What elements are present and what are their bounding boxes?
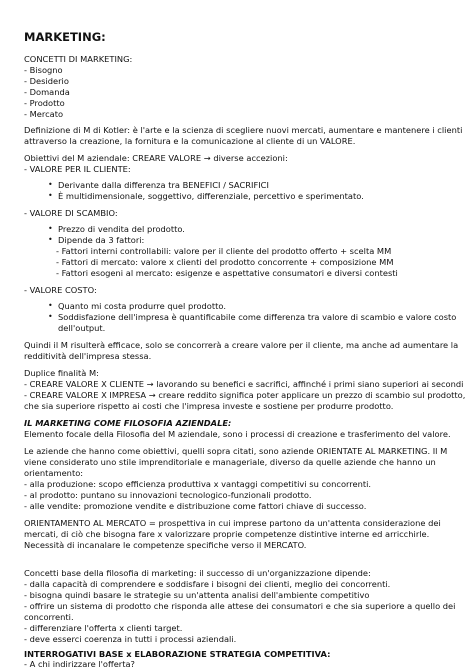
text-line: CONCETTI DI MARKETING: — [24, 54, 133, 64]
text-line: - Bisogno — [24, 65, 63, 75]
text-line: - alla produzione: scopo efficienza produttiva x vantaggi competitivi su concorrenti. — [24, 479, 372, 489]
text-line: Concetti base della filosofia di marketing: il successo di un'organizzazione dipende: — [24, 568, 371, 578]
text-line: - VALORE COSTO: — [24, 285, 97, 295]
text-line: Le aziende che hanno come obiettivi, quelli sopra citati, sono aziende ORIENTATE AL MARKETING. Il M — [24, 446, 448, 456]
text-line: Elemento focale della Filosofia del M aziendale, sono i processi di creazione e trasferimento del valore. — [24, 429, 451, 439]
text-line: - alle vendite: promozione vendite e distribuzione come fattori chiave di successo. — [24, 501, 367, 511]
bullet-text: Quanto mi costa produrre quel prodotto. — [58, 301, 226, 311]
bullet-text: Derivante dalla differenza tra BENEFICI / SACRIFICI — [58, 180, 269, 190]
text-line: mercati, di ciò che bisogna fare x valorizzare proprie competenze distintive interne ed arricchirle. — [24, 529, 430, 539]
text-line: - Domanda — [24, 87, 70, 97]
text-line: - bisogna quindi basare le strategie su un'attenta analisi dell'ambiente competitivo — [24, 590, 370, 600]
bullet-text: È multidimensionale, soggettivo, differenziale, percettivo e sperimentato. — [58, 191, 364, 201]
text-line: - Fattori interni controllabili: valore per il cliente del prodotto offerto + scelta MM — [56, 246, 392, 256]
text-line: - Desiderio — [24, 76, 69, 86]
bullet-icon: • — [48, 180, 53, 189]
bullet-text: Prezzo di vendita del prodotto. — [58, 224, 185, 234]
bullet-icon: • — [48, 224, 53, 233]
text-line: Obiettivi del M aziendale: CREARE VALORE → diverse accezioni: — [24, 153, 288, 163]
text-line: orientamento: — [24, 468, 84, 478]
bullet-text: Soddisfazione dell'impresa è quantificabile come differenza tra valore di scambio e valore costo — [58, 312, 457, 322]
text-line: - differenziare l'offerta x clienti target. — [24, 623, 183, 633]
section-heading: IL MARKETING COME FILOSOFIA AZIENDALE: — [24, 418, 232, 428]
text-line: redditività dell'impresa stessa. — [24, 351, 152, 361]
section-heading: INTERROGATIVI BASE x ELABORAZIONE STRATEGIA COMPETITIVA: — [24, 649, 331, 659]
bullet-icon: • — [48, 235, 53, 244]
text-line: - Mercato — [24, 109, 64, 119]
text-line: Necessità di incanalare le competenze specifiche verso il MERCATO. — [24, 540, 307, 550]
text-line: - dalla capacità di comprendere e soddisfare i bisogni dei clienti, meglio dei concorrenti. — [24, 579, 391, 589]
text-line: - offrire un sistema di prodotto che risponda alle attese dei consumatori e che sia superiore a quello dei — [24, 601, 456, 611]
text-line: concorrenti. — [24, 612, 74, 622]
text-line: - VALORE PER IL CLIENTE: — [24, 164, 131, 174]
text-line: ORIENTAMENTO AL MERCATO = prospettiva in cui imprese partono da un'attenta considerazione dei — [24, 518, 441, 528]
bullet-icon: • — [48, 191, 53, 200]
text-line: - A chi indirizzare l'offerta? — [24, 659, 135, 669]
text-line: Definizione di M di Kotler: è l'arte e la scienza di scegliere nuovi mercati, aumentare e mantenere i clienti — [24, 125, 463, 135]
document-title: MARKETING: — [24, 30, 106, 44]
bullet-icon: • — [48, 301, 53, 310]
text-line: attraverso la creazione, la fornitura e la comunicazione al cliente di un VALORE. — [24, 136, 356, 146]
bullet-text: Dipende da 3 fattori: — [58, 235, 145, 245]
text-line: Quindi il M risulterà efficace, solo se concorrerà a creare valore per il cliente, ma anche ad aumentare la — [24, 340, 459, 350]
bullet-text: dell'output. — [58, 323, 106, 333]
text-line: viene considerato uno stile imprenditoriale e manageriale, diverso da quelle aziende che hanno un — [24, 457, 436, 467]
text-line: Duplice finalità M: — [24, 368, 99, 378]
text-line: - VALORE DI SCAMBIO: — [24, 208, 118, 218]
text-line: - Fattori esogeni al mercato: esigenze e aspettative consumatori e diversi contesti — [56, 268, 398, 278]
text-line: - CREARE VALORE X CLIENTE → lavorando su benefici e sacrifici, affinché i primi siano superiori ai secondi — [24, 379, 464, 389]
text-line: - Fattori di mercato: valore x clienti del prodotto concorrente + composizione MM — [56, 257, 394, 267]
text-line: - Prodotto — [24, 98, 65, 108]
text-line: - deve esserci coerenza in tutti i processi aziendali. — [24, 634, 237, 644]
text-line: che sia superiore rispetto ai costi che l'impresa investe e sostiene per produrre prodotto. — [24, 401, 394, 411]
text-line: - CREARE VALORE X IMPRESA → creare reddito significa poter applicare un prezzo di scambio sul prodotto, — [24, 390, 466, 400]
text-line: - al prodotto: puntano su innovazioni tecnologico-funzionali prodotto. — [24, 490, 312, 500]
bullet-icon: • — [48, 312, 53, 321]
